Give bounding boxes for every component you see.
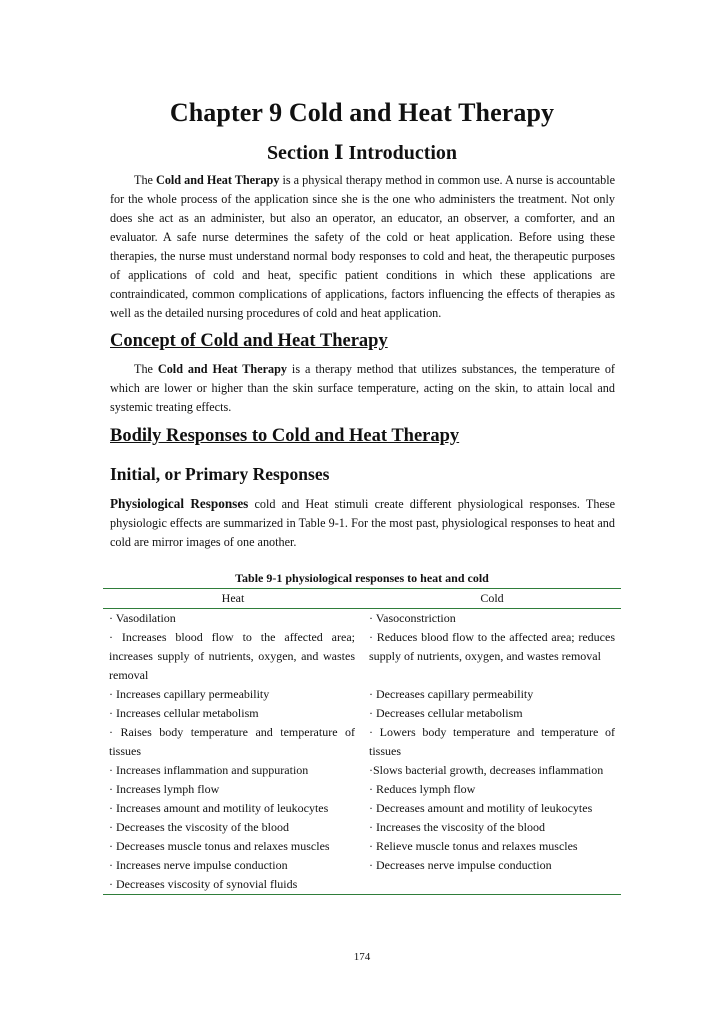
responses-table — [103, 588, 621, 895]
physiological-paragraph — [110, 494, 615, 552]
page-number: 174 — [353, 951, 371, 963]
table-row — [103, 875, 621, 895]
table-header-heat: Heat — [103, 589, 363, 609]
concept-bold-term: Cold and Heat Therapy — [157, 362, 287, 376]
heat-cell: · Increases amount and motility of leukocytes — [109, 801, 329, 815]
table-row — [103, 837, 621, 856]
cold-cell: · Increases the viscosity of the blood — [369, 820, 545, 834]
cold-cell — [363, 875, 621, 895]
table-row — [103, 685, 621, 704]
cold-cell: · Decreases cellular metabolism — [369, 706, 523, 720]
table-header-cold: Cold — [363, 589, 621, 609]
table-header-row — [103, 589, 621, 609]
table-row — [103, 609, 621, 629]
heat-cell: · Increases capillary permeability — [109, 687, 270, 701]
intro-before: The — [134, 173, 157, 187]
cold-cell: · Decreases nerve impulse conduction — [369, 858, 552, 872]
heat-cell: · Increases nerve impulse conduction — [109, 858, 288, 872]
physiological-runin: Physiological Responses — [110, 496, 249, 511]
cold-cell: · Reduces lymph flow — [369, 782, 476, 796]
concept-paragraph — [110, 360, 615, 417]
table-row — [103, 799, 621, 818]
table-row — [103, 780, 621, 799]
heat-cell: · Vasodilation — [109, 611, 176, 625]
concept-heading: Concept of Cold and Heat Therapy — [110, 331, 388, 351]
table-row — [103, 761, 621, 780]
table-row — [103, 723, 621, 761]
heat-cell: · Increases blood flow to the affected area; increases supply of nutrients, oxygen, and wastes removal — [109, 630, 355, 682]
heat-cell: · Raises body temperature and temperature of tissues — [109, 725, 355, 758]
physiological-text: cold and Heat stimuli create different physiological responses. These physiologic effects are summarized in Table 9-1. For the most past, physiological responses to heat and cold are mirror images of one another. — [110, 497, 616, 549]
cold-cell: · Lowers body temperature and temperature of tissues — [369, 725, 615, 758]
table-caption: Table 9-1 physiological responses to heat and cold — [235, 571, 489, 585]
cold-cell: · Vasoconstriction — [369, 611, 456, 625]
concept-after: is a therapy method that utilizes substances, the temperature of which are lower or higher than the skin surface temperature, acting on the skin, to attain local and systemic treating effects. — [110, 362, 615, 414]
bodily-responses-heading: Bodily Responses to Cold and Heat Therapy — [110, 426, 460, 446]
intro-bold-term: Cold and Heat Therapy — [156, 173, 280, 187]
table-row — [103, 818, 621, 837]
heat-cell: · Decreases viscosity of synovial fluids — [103, 875, 363, 895]
cold-cell: · Relieve muscle tonus and relaxes muscles — [369, 839, 578, 853]
heat-cell: · Decreases muscle tonus and relaxes muscles — [109, 839, 330, 853]
heat-cell: · Increases cellular metabolism — [109, 706, 259, 720]
cold-cell: · Reduces blood flow to the affected area; reduces supply of nutrients, oxygen, and wastes removal — [369, 630, 615, 663]
table-row — [103, 628, 621, 685]
heat-cell: · Increases inflammation and suppuration — [109, 763, 309, 777]
section-title: Section Ⅰ Introduction — [266, 142, 458, 164]
primary-responses-heading: Initial, or Primary Responses — [110, 464, 330, 484]
intro-paragraph — [110, 171, 615, 323]
heat-cell: · Decreases the viscosity of the blood — [109, 820, 289, 834]
table-row — [103, 704, 621, 723]
heat-cell: · Increases lymph flow — [109, 782, 220, 796]
intro-after: is a physical therapy method in common use. A nurse is accountable for the whole process of the application since she is the one who administers the treatment. Not only does she act as an administer, but also an operator, an educator, an observer, a comforter, and an evaluator. A safe nurse determines the safety of the cold or heat application. Before using these therapies, the nurse must understand normal body responses to cold and heat, the therapeutic purposes of applications of cold and heat, specific patient conditions in which these applications are contraindicated, common complications of applications, factors influencing the effects of therapies as well as the detailed nursing procedures of cold and heat application. — [110, 173, 615, 320]
cold-cell: · Decreases capillary permeability — [369, 687, 534, 701]
cold-cell: · Decreases amount and motility of leukocytes — [369, 801, 593, 815]
table-row — [103, 856, 621, 875]
chapter-title: Chapter 9 Cold and Heat Therapy — [169, 98, 555, 127]
concept-before: The — [134, 362, 158, 376]
cold-cell: ·Slows bacterial growth, decreases inflammation — [369, 763, 604, 777]
